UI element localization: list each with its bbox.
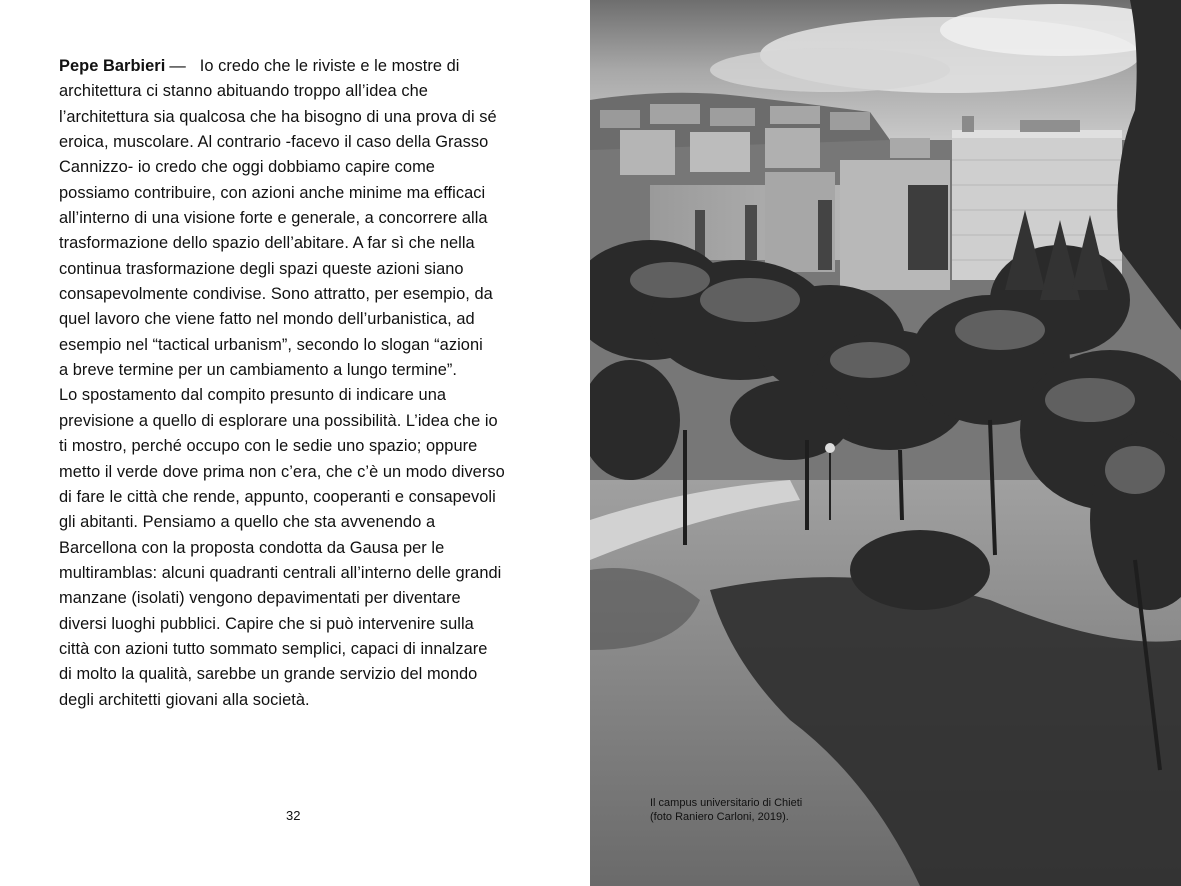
paragraph-line: ti mostro, perché occupo con le sedie uno spazio; oppure <box>59 437 478 456</box>
page-number: 32 <box>286 808 301 823</box>
paragraph-line: diversi luoghi pubblici. Capire che si può intervenire sulla <box>59 614 474 633</box>
paragraph-line: Lo spostamento dal compito presunto di indicare una <box>59 386 447 405</box>
paragraph-line: trasformazione dello spazio dell’abitare. A far sì che nella <box>59 234 475 253</box>
paragraph-line: gli abitanti. Pensiamo a quello che sta avvenendo a <box>59 513 436 532</box>
paragraph-line: Cannizzo- io credo che oggi dobbiamo capire come <box>59 158 435 177</box>
speaker-name: Pepe Barbieri <box>59 57 166 75</box>
photo-caption <box>650 797 802 824</box>
paragraph-line: quel lavoro che viene fatto nel mondo dell’urbanistica, ad <box>59 310 475 329</box>
paragraph-line: previsione a quello di esplorare una possibilità. L’idea che io <box>59 411 498 430</box>
paragraph-line: metto il verde dove prima non c’era, che c’è un modo diverso <box>59 462 505 481</box>
article-body <box>59 54 535 713</box>
paragraph-line: Barcellona con la proposta condotta da Gausa per le <box>59 538 445 557</box>
paragraph-line: Io credo che le riviste e le mostre di <box>199 57 460 75</box>
paragraph-line: eroica, muscolare. Al contrario -facevo il caso della Grasso <box>59 133 489 152</box>
paragraph-line: all’interno di una visione forte e generale, a concorrere alla <box>59 209 488 228</box>
paragraph-line: multiramblas: alcuni quadranti centrali all’interno delle grandi <box>59 563 502 582</box>
paragraph-line: possiamo contribuire, con azioni anche minime ma efficaci <box>59 183 486 202</box>
first-line <box>59 54 535 79</box>
paragraph-line: a breve termine per un cambiamento a lungo termine”. <box>59 361 457 380</box>
paragraph-line: continua trasformazione degli spazi queste azioni siano <box>59 259 464 278</box>
paragraph-line: di fare le città che rende, appunto, cooperanti e consapevoli <box>59 487 496 506</box>
paragraph-line: città con azioni tutto sommato semplici, capaci di innalzare <box>59 639 488 658</box>
paragraph-line: degli architetti giovani alla società. <box>59 690 310 709</box>
paragraph-line: consapevolmente condivise. Sono attratto, per esempio, da <box>59 285 493 304</box>
caption-line: Il campus universitario di Chieti <box>650 797 803 809</box>
campus-photo <box>590 0 1181 886</box>
paragraph-line: esempio nel “tactical urbanism”, secondo lo slogan “azioni <box>59 335 483 354</box>
paragraph-line: architettura ci stanno abituando troppo all’idea che <box>59 82 428 101</box>
paragraph-line: manzane (isolati) vengono depavimentati per diventare <box>59 589 461 608</box>
paragraph-line: di molto la qualità, sarebbe un grande servizio del mondo <box>59 665 478 684</box>
paragraph-line: l’architettura sia qualcosa che ha bisogno di una prova di sé <box>59 107 497 126</box>
text-page <box>0 0 590 886</box>
em-dash: — <box>169 57 186 75</box>
caption-line: (foto Raniero Carloni, 2019). <box>650 810 789 823</box>
